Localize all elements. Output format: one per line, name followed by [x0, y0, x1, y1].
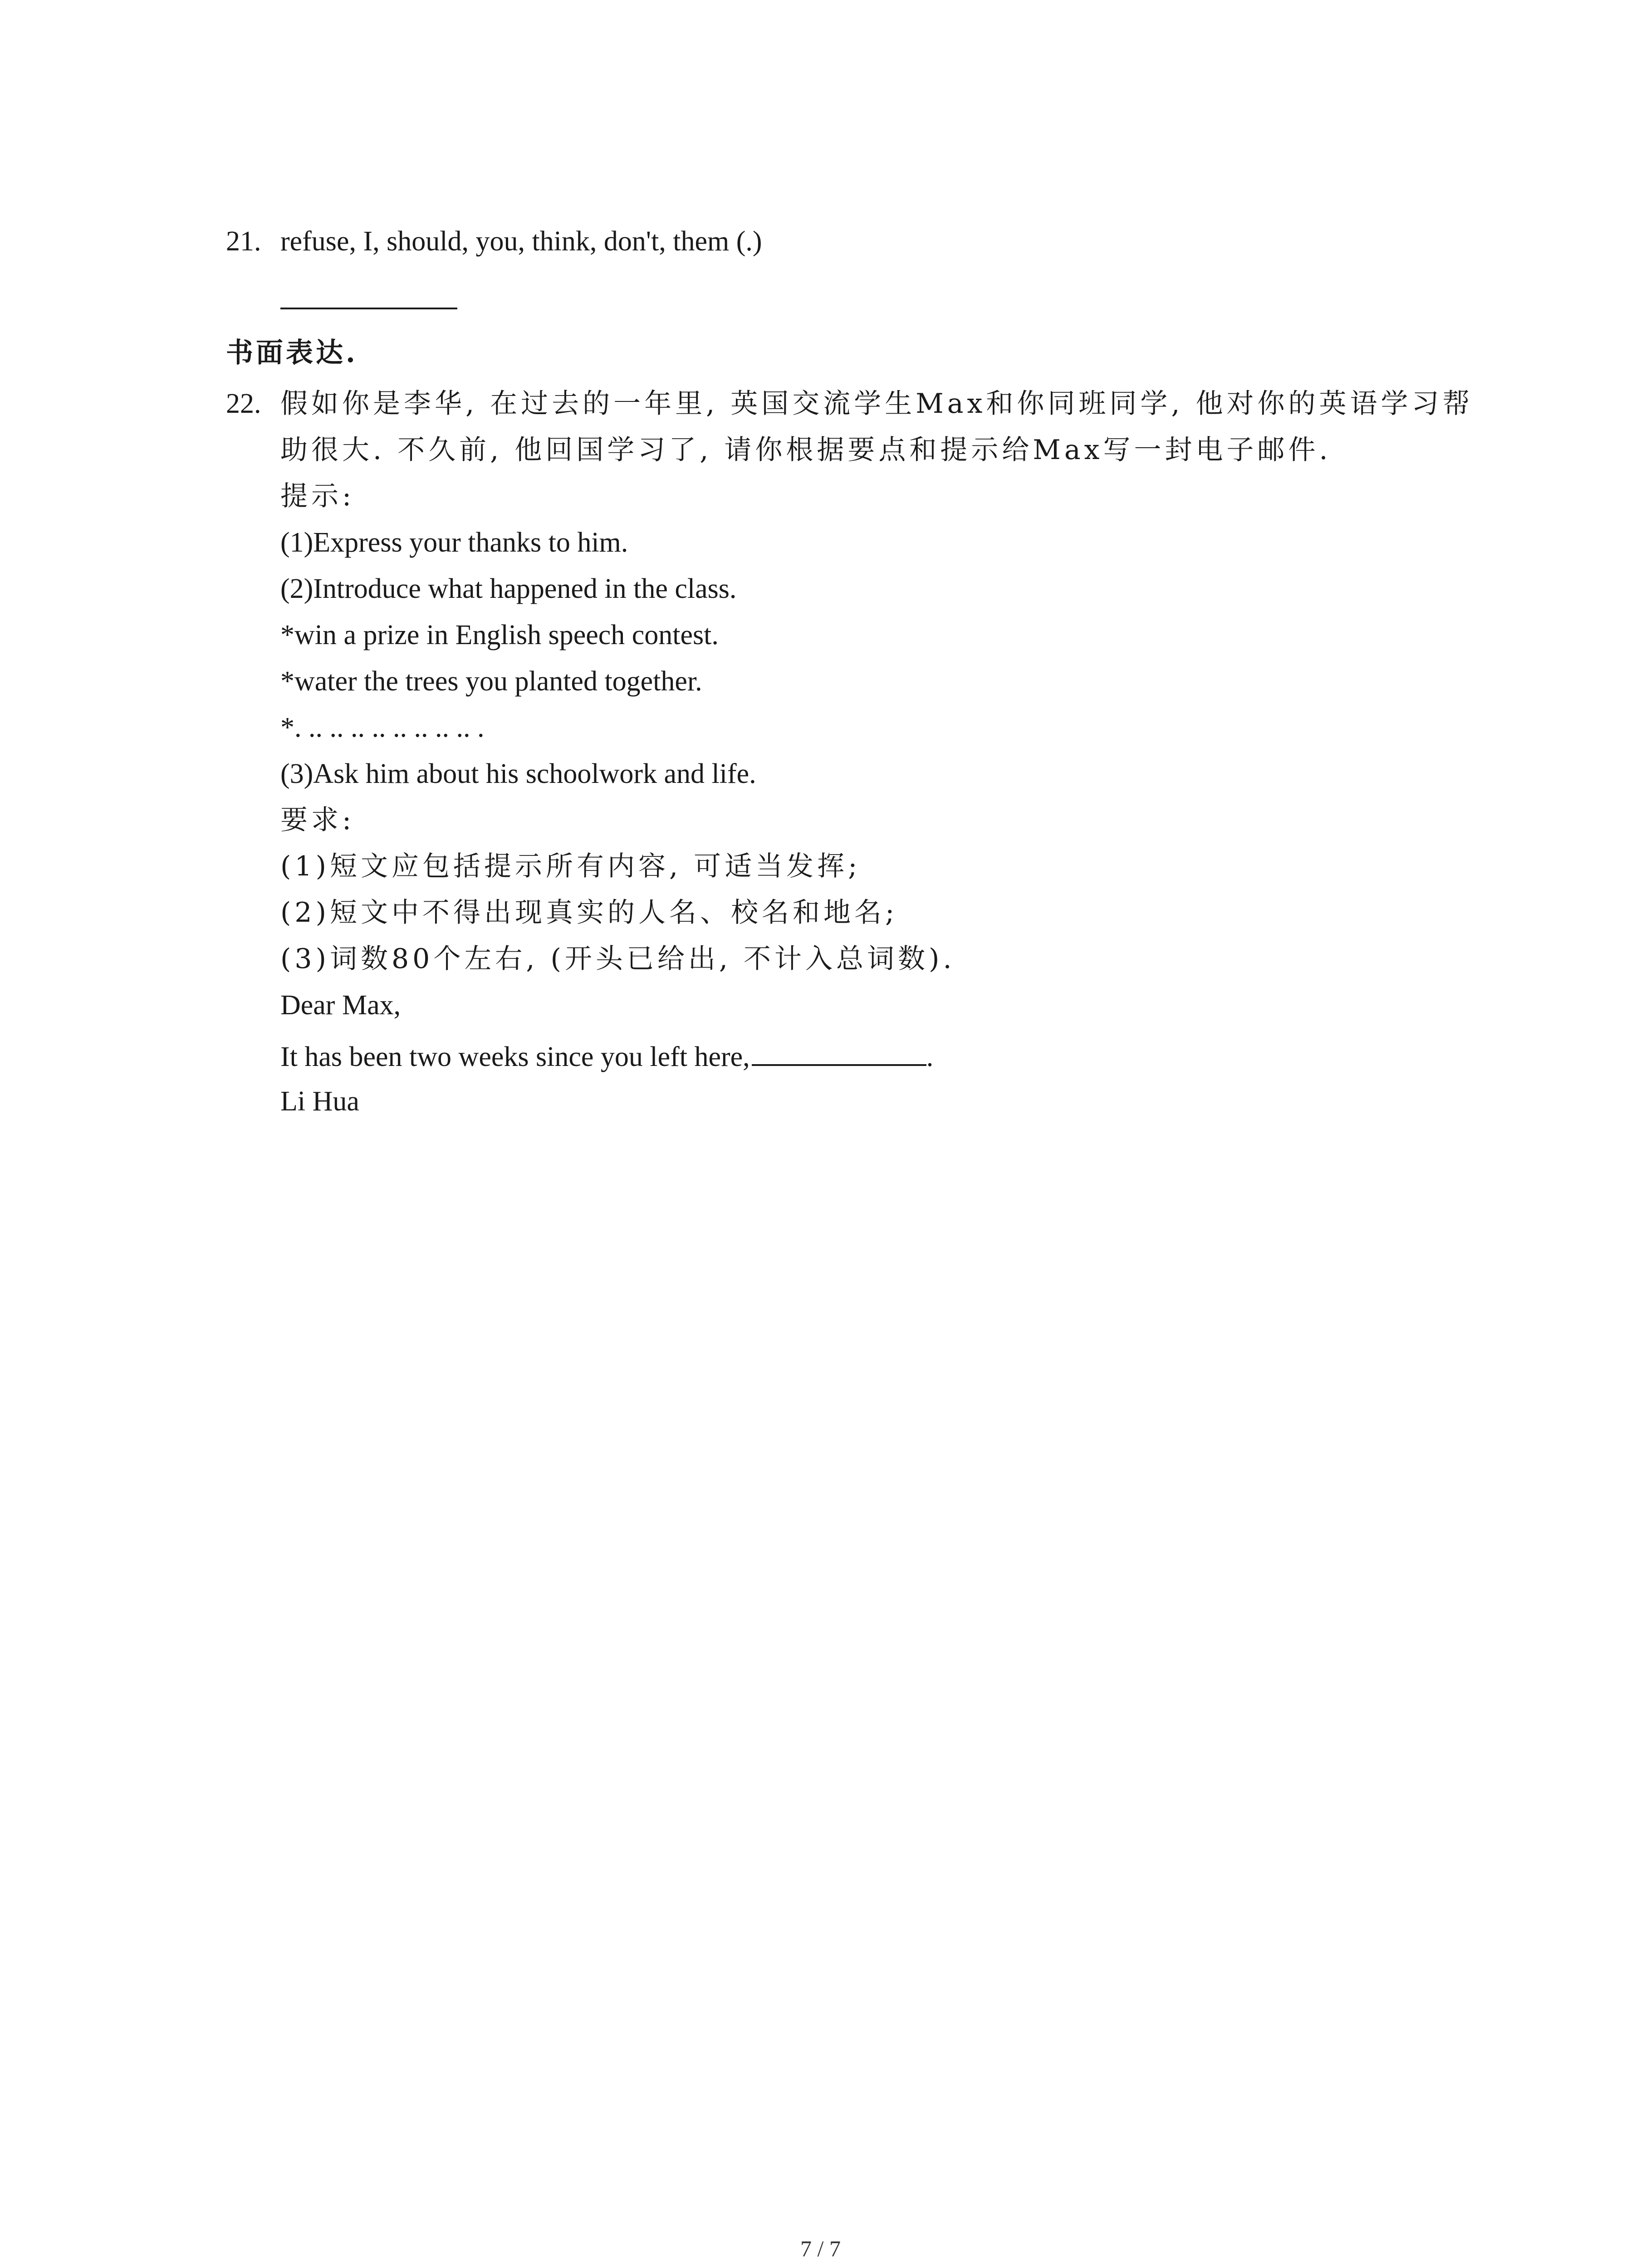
letter-opening-text: It has been two weeks since you left here,	[280, 1041, 750, 1072]
letter-opening	[280, 1037, 933, 1075]
question-22-intro-line-2: 助很大. 不久前, 他回国学习了, 请你根据要点和提示给Max写一封电子邮件.	[280, 434, 1332, 466]
question-22-number: 22.	[226, 388, 261, 419]
letter-opening-end: .	[926, 1041, 934, 1072]
requirement-item: (3)词数80个左右, (开头已给出, 不计入总词数).	[280, 943, 955, 975]
question-22-intro-line-1: 假如你是李华, 在过去的一年里, 英国交流学生Max和你同班同学, 他对你的英语学习帮	[280, 388, 1474, 420]
hint-item: (1)Express your thanks to him.	[280, 527, 628, 558]
question-21-answer-blank[interactable]	[280, 308, 457, 309]
question-21-number: 21.	[226, 226, 261, 257]
hint-item: *win a prize in English speech contest.	[280, 620, 719, 650]
letter-body-blank[interactable]	[752, 1037, 926, 1066]
requirement-item: (1)短文应包括提示所有内容, 可适当发挥;	[280, 850, 861, 882]
page-number: 7 / 7	[800, 2236, 841, 2261]
hint-label: 提示:	[280, 480, 355, 512]
requirement-item: (2)短文中不得出现真实的人名、校名和地名;	[280, 897, 898, 929]
letter-salutation: Dear Max,	[280, 990, 401, 1021]
hint-item: (3)Ask him about his schoolwork and life.	[280, 758, 756, 789]
question-21-prompt: refuse, I, should, you, think, don't, them (.)	[280, 226, 762, 257]
hint-item: *. .. .. .. .. .. .. .. .. .	[280, 712, 485, 743]
letter-signature: Li Hua	[280, 1086, 359, 1117]
section-title: 书面表达.	[226, 337, 358, 369]
requirement-label: 要求:	[280, 804, 355, 836]
hint-item: (2)Introduce what happened in the class.	[280, 573, 737, 604]
hint-item: *water the trees you planted together.	[280, 666, 702, 697]
